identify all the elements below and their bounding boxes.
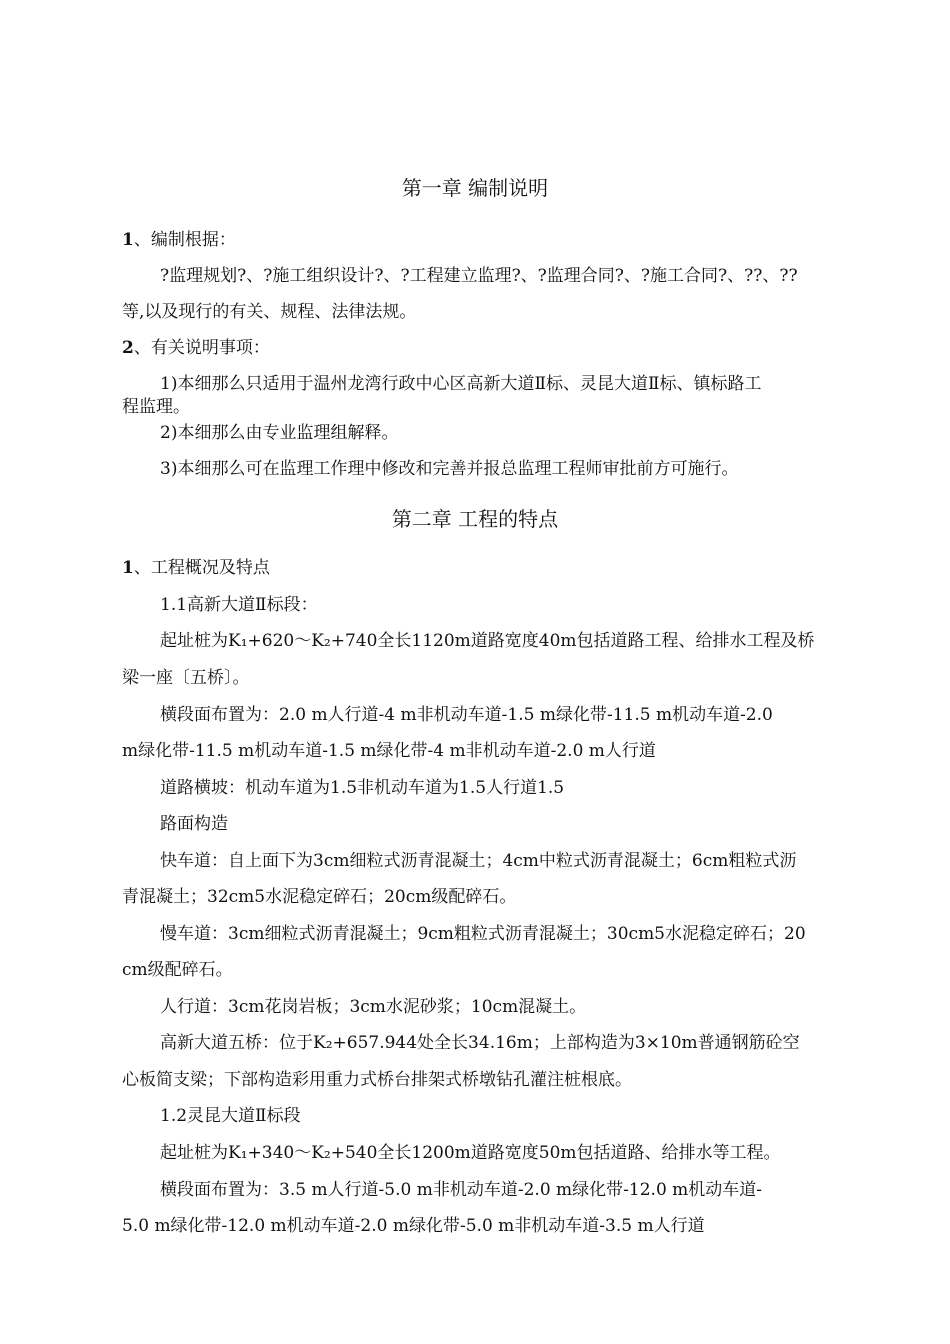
section-1-title: 、编制根据： [133,230,236,250]
note-item-1-line-1: 1)本细那么只适用于温州龙湾行政中心区高新大道Ⅱ标、灵昆大道Ⅱ标、镇标路工 [160,374,762,394]
section-1-number: 1 [122,230,134,250]
note-item-1-line-2: 程监理。 [122,397,190,417]
chapter-2-title: 第二章 工程的特点 [391,507,559,531]
para-9: 起址桩为K₁+340～K₂+540全长1200m道路宽度50m包括道路、给排水等工程。 [160,1143,781,1163]
para-1-line-2: 梁一座〔五桥〕。 [122,668,250,688]
ch2-section-1-heading [122,557,270,579]
subsection-1-1-heading: 1.1高新大道Ⅱ标段： [160,595,318,615]
para-1-line-1: 起址桩为K₁+620～K₂+740全长1120m道路宽度40m包括道路工程、给排水工程及桥 [160,631,815,651]
para-3: 道路横坡：机动车道为1.5非机动车道为1.5人行道1.5 [160,778,565,798]
para-2-line-1: 横段面布置为：2.0 m人行道-4 m非机动车道-1.5 m绿化带-11.5 m机动车道-2.0 [160,705,773,725]
subsection-1-2-heading: 1.2灵昆大道Ⅱ标段 [160,1106,301,1126]
para-5-line-2: 青混凝土；32cm5水泥稳定碎石；20cm级配碎石。 [122,887,517,907]
ch2-section-1-title: 、工程概况及特点 [133,558,270,578]
section-2-title: 、有关说明事项： [133,338,270,358]
para-8-line-1: 高新大道五桥：位于K₂+657.944处全长34.16m；上部构造为3×10m普通钢筋砼空 [160,1033,800,1053]
para-7: 人行道：3cm花岗岩板；3cm水泥砂浆；10cm混凝土。 [160,997,587,1017]
para-10-line-1: 横段面布置为：3.5 m人行道-5.0 m非机动车道-2.0 m绿化带-12.0 m机动车道- [160,1180,763,1200]
para-10-line-2: 5.0 m绿化带-12.0 m机动车道-2.0 m绿化带-5.0 m非机动车道-3.5 m人行道 [122,1216,705,1236]
section-2-heading [122,337,270,359]
para-5-line-1: 快车道：自上面下为3cm细粒式沥青混凝土；4cm中粒式沥青混凝土；6cm粗粒式沥 [160,851,797,871]
para-2-line-2: m绿化带-11.5 m机动车道-1.5 m绿化带-4 m非机动车道-2.0 m人行道 [122,741,656,761]
section-2-number: 2 [122,338,134,358]
note-item-3: 3)本细那么可在监理工作理中修改和完善并报总监理工程师审批前方可施行。 [160,459,739,479]
ch2-section-1-number: 1 [122,558,134,578]
note-item-2: 2)本细那么由专业监理组解释。 [160,423,399,443]
para-6-line-1: 慢车道：3cm细粒式沥青混凝土；9cm粗粒式沥青混凝土；30cm5水泥稳定碎石；20 [160,924,806,944]
para-6-line-2: cm级配碎石。 [122,960,233,980]
para-8-line-2: 心板简支梁；下部构造彩用重力式桥台排架式桥墩钻孔灌注桩根底。 [122,1070,632,1090]
chapter-1-title: 第一章 编制说明 [401,176,549,200]
para-4: 路面构造 [160,814,228,834]
section-1-text-line-2: 等,以及现行的有关、规程、法律法规。 [122,302,417,322]
section-1-heading [122,229,236,251]
section-1-text-line-1: ?监理规划?、?施工组织设计?、?工程建立监理?、?监理合同?、?施工合同?、??、?? [160,266,798,286]
